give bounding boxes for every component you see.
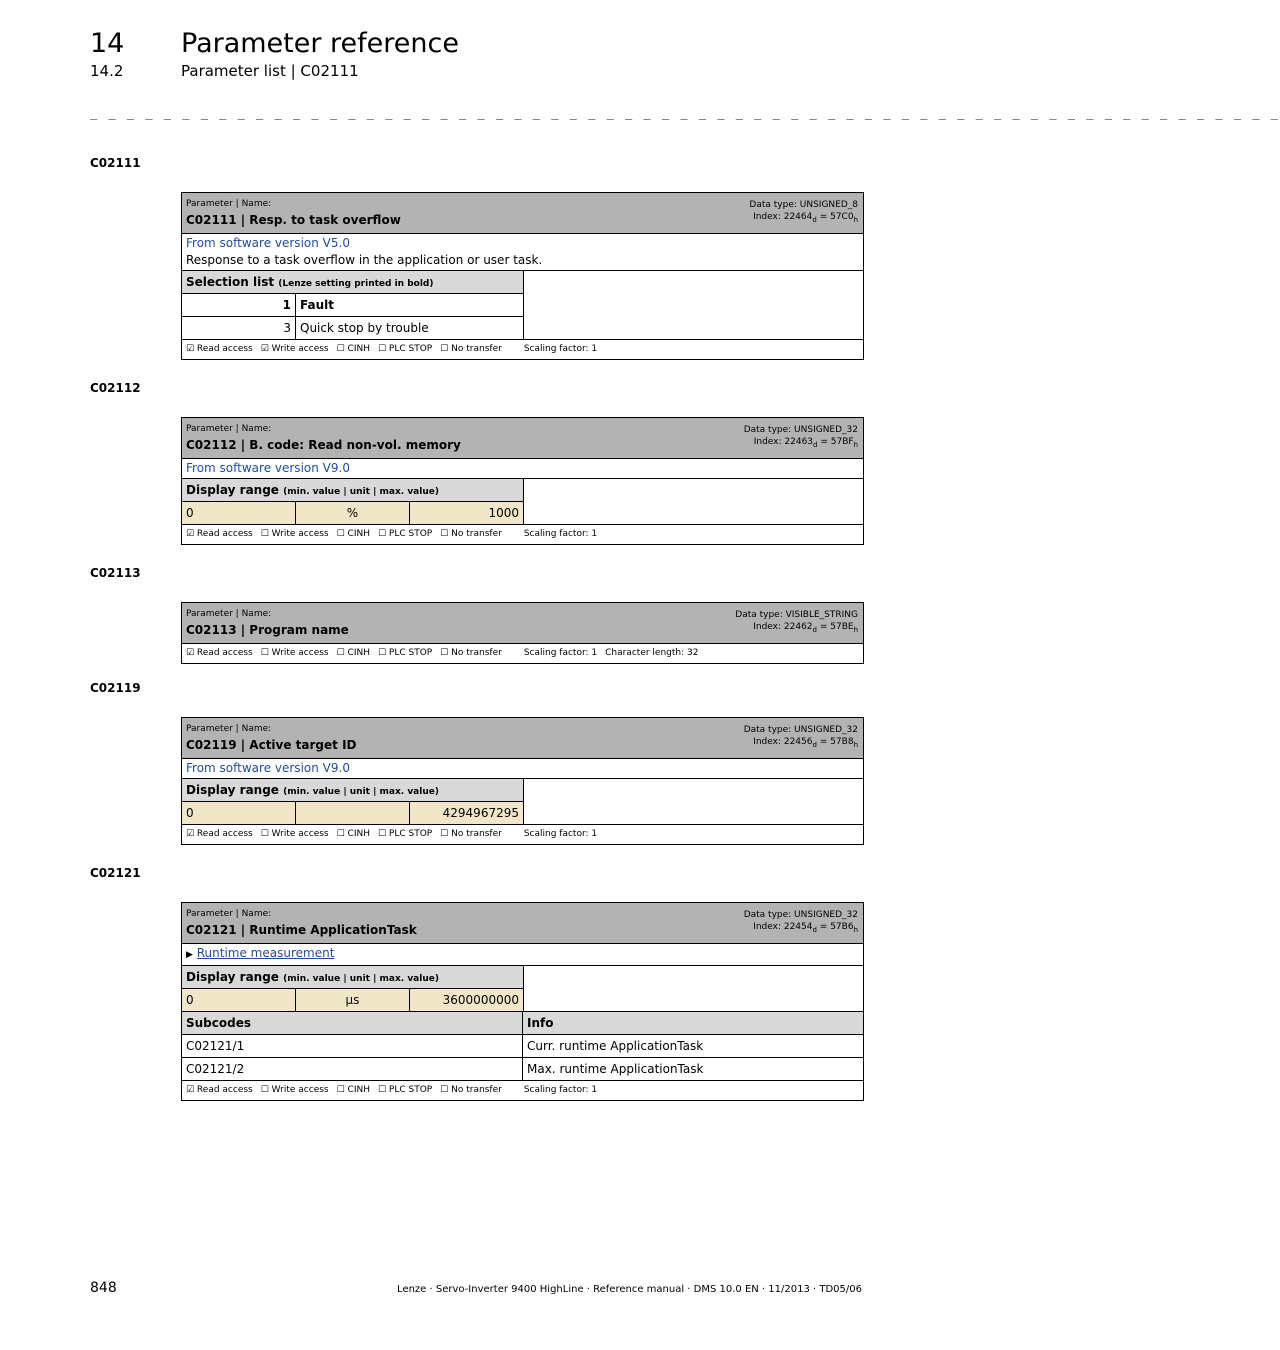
param-name: C02113 | Program name: [186, 623, 349, 637]
param-name-label: Parameter | Name:: [186, 199, 272, 209]
selection-grid: [182, 271, 863, 340]
table-row: C02121/2 Max. runtime ApplicationTask: [182, 1058, 863, 1081]
param-table-c02111: [181, 192, 864, 360]
chapter-title: Parameter reference: [181, 28, 459, 59]
chapter-number: 14: [90, 28, 125, 59]
data-type-block: Data type: VISIBLE_STRING Index: $22462_d = 57BE_h$: [735, 610, 858, 634]
param-name: C02119 | Active target ID: [186, 738, 357, 752]
display-range-grid: [182, 479, 863, 525]
display-range-header: Display range (min. value | unit | max. value): [182, 966, 523, 989]
range-row: 0 4294967295: [182, 802, 523, 824]
runtime-measurement-link[interactable]: Runtime measurement: [196, 946, 335, 960]
section-heading-c02113: C02113: [90, 566, 141, 580]
section-heading-c02121: C02121: [90, 866, 141, 880]
data-type-block: Data type: UNSIGNED_32 Index: $22456_d = 57B8_h$: [743, 725, 858, 749]
version-desc: [182, 459, 863, 479]
range-row: 0 µs 3600000000: [182, 989, 523, 1011]
param-header: Parameter | Name: C02121 | Runtime ApplicationTask Data type: UNSIGNED_32 Index: $22454_d = 57B6_h$: [182, 903, 863, 944]
description: Response to a task overflow in the application or user task.: [186, 253, 543, 267]
header-divider: _ _ _ _ _ _ _ _ _ _ _ _ _ _ _ _ _ _ _ _ _ _ _ _ _ _ _ _ _ _ _ _ _ _ _ _ _ _ _ _ _ _ _ _ _ _ _ _ _ _ _ _ _ _ _ _ _ _ _ _ _ _ _ _ _: [90, 106, 1280, 120]
link-row: [182, 944, 863, 966]
section-heading-c02119: C02119: [90, 681, 141, 695]
param-header: Parameter | Name: C02113 | Program name Data type: VISIBLE_STRING Index: $22462_d = 57BE_h$: [182, 603, 863, 644]
table-row: C02121/1 Curr. runtime ApplicationTask: [182, 1035, 863, 1058]
index: Index: $22464_d = 57C0_h$: [753, 212, 858, 224]
arrow-right-icon: ▶: [186, 950, 193, 960]
access-footer: ☑ Read access ☐ Write access ☐ CINH ☐ PLC STOP ☐ No transfer Scaling factor: 1 Character length: 32: [186, 648, 699, 658]
param-header: Parameter | Name: C02119 | Active target ID Data type: UNSIGNED_32 Index: $22456_d = 57B8_h$: [182, 718, 863, 759]
data-type: Data type: UNSIGNED_8: [749, 200, 858, 210]
param-table-c02121: [181, 902, 864, 1101]
param-table-c02119: [181, 717, 864, 845]
param-name: C02111 | Resp. to task overflow: [186, 213, 401, 227]
param-table-c02113: [181, 602, 864, 664]
display-range-header: Display range (min. value | unit | max. value): [182, 779, 523, 802]
param-table-c02112: [181, 417, 864, 545]
param-header: Parameter | Name: C02112 | B. code: Read non-vol. memory Data type: UNSIGNED_32 Index: $22463_d = 57BF_h$: [182, 418, 863, 459]
data-type-block: [749, 199, 858, 226]
param-header: [182, 193, 863, 234]
section-heading-c02112: C02112: [90, 381, 141, 395]
display-range-grid: [182, 779, 863, 825]
range-row: 0 % 1000: [182, 502, 523, 524]
page-number: 848: [90, 1280, 117, 1296]
access-footer: ☑ Read access ☐ Write access ☐ CINH ☐ PLC STOP ☐ No transfer Scaling factor: 1: [186, 529, 598, 539]
section-heading-c02111: C02111: [90, 156, 141, 170]
version-desc: [182, 759, 863, 779]
selection-row: 1 Fault: [182, 294, 523, 317]
access-footer: ☑ Read access ☐ Write access ☐ CINH ☐ PLC STOP ☐ No transfer Scaling factor: 1: [186, 829, 598, 839]
footer-text: Lenze · Servo-Inverter 9400 HighLine · Reference manual · DMS 10.0 EN · 11/2013 · TD05/06: [397, 1284, 862, 1295]
param-name: C02121 | Runtime ApplicationTask: [186, 923, 417, 937]
section-number: 14.2: [90, 62, 124, 80]
display-range-header: Display range (min. value | unit | max. value): [182, 479, 523, 502]
subcodes-header: Subcodes Info: [182, 1012, 863, 1035]
section-title: Parameter list | C02111: [181, 62, 359, 80]
software-version: From software version V5.0: [186, 236, 350, 250]
software-version: From software version V9.0: [186, 461, 350, 475]
access-footer: ☑ Read access ☐ Write access ☐ CINH ☐ PLC STOP ☐ No transfer Scaling factor: 1: [186, 1085, 598, 1095]
version-desc: [182, 234, 863, 271]
data-type-block: Data type: UNSIGNED_32 Index: $22463_d = 57BF_h$: [743, 425, 858, 449]
display-range-grid: [182, 966, 863, 1012]
data-type-block: Data type: UNSIGNED_32 Index: $22454_d = 57B6_h$: [743, 910, 858, 934]
software-version: From software version V9.0: [186, 761, 350, 775]
access-footer: ☑ Read access ☑ Write access ☐ CINH ☐ PLC STOP ☐ No transfer Scaling factor: 1: [186, 344, 598, 354]
param-name: C02112 | B. code: Read non-vol. memory: [186, 438, 461, 452]
selection-row: 3 Quick stop by trouble: [182, 317, 523, 339]
selection-list-header: Selection list (Lenze setting printed in bold): [182, 271, 523, 294]
